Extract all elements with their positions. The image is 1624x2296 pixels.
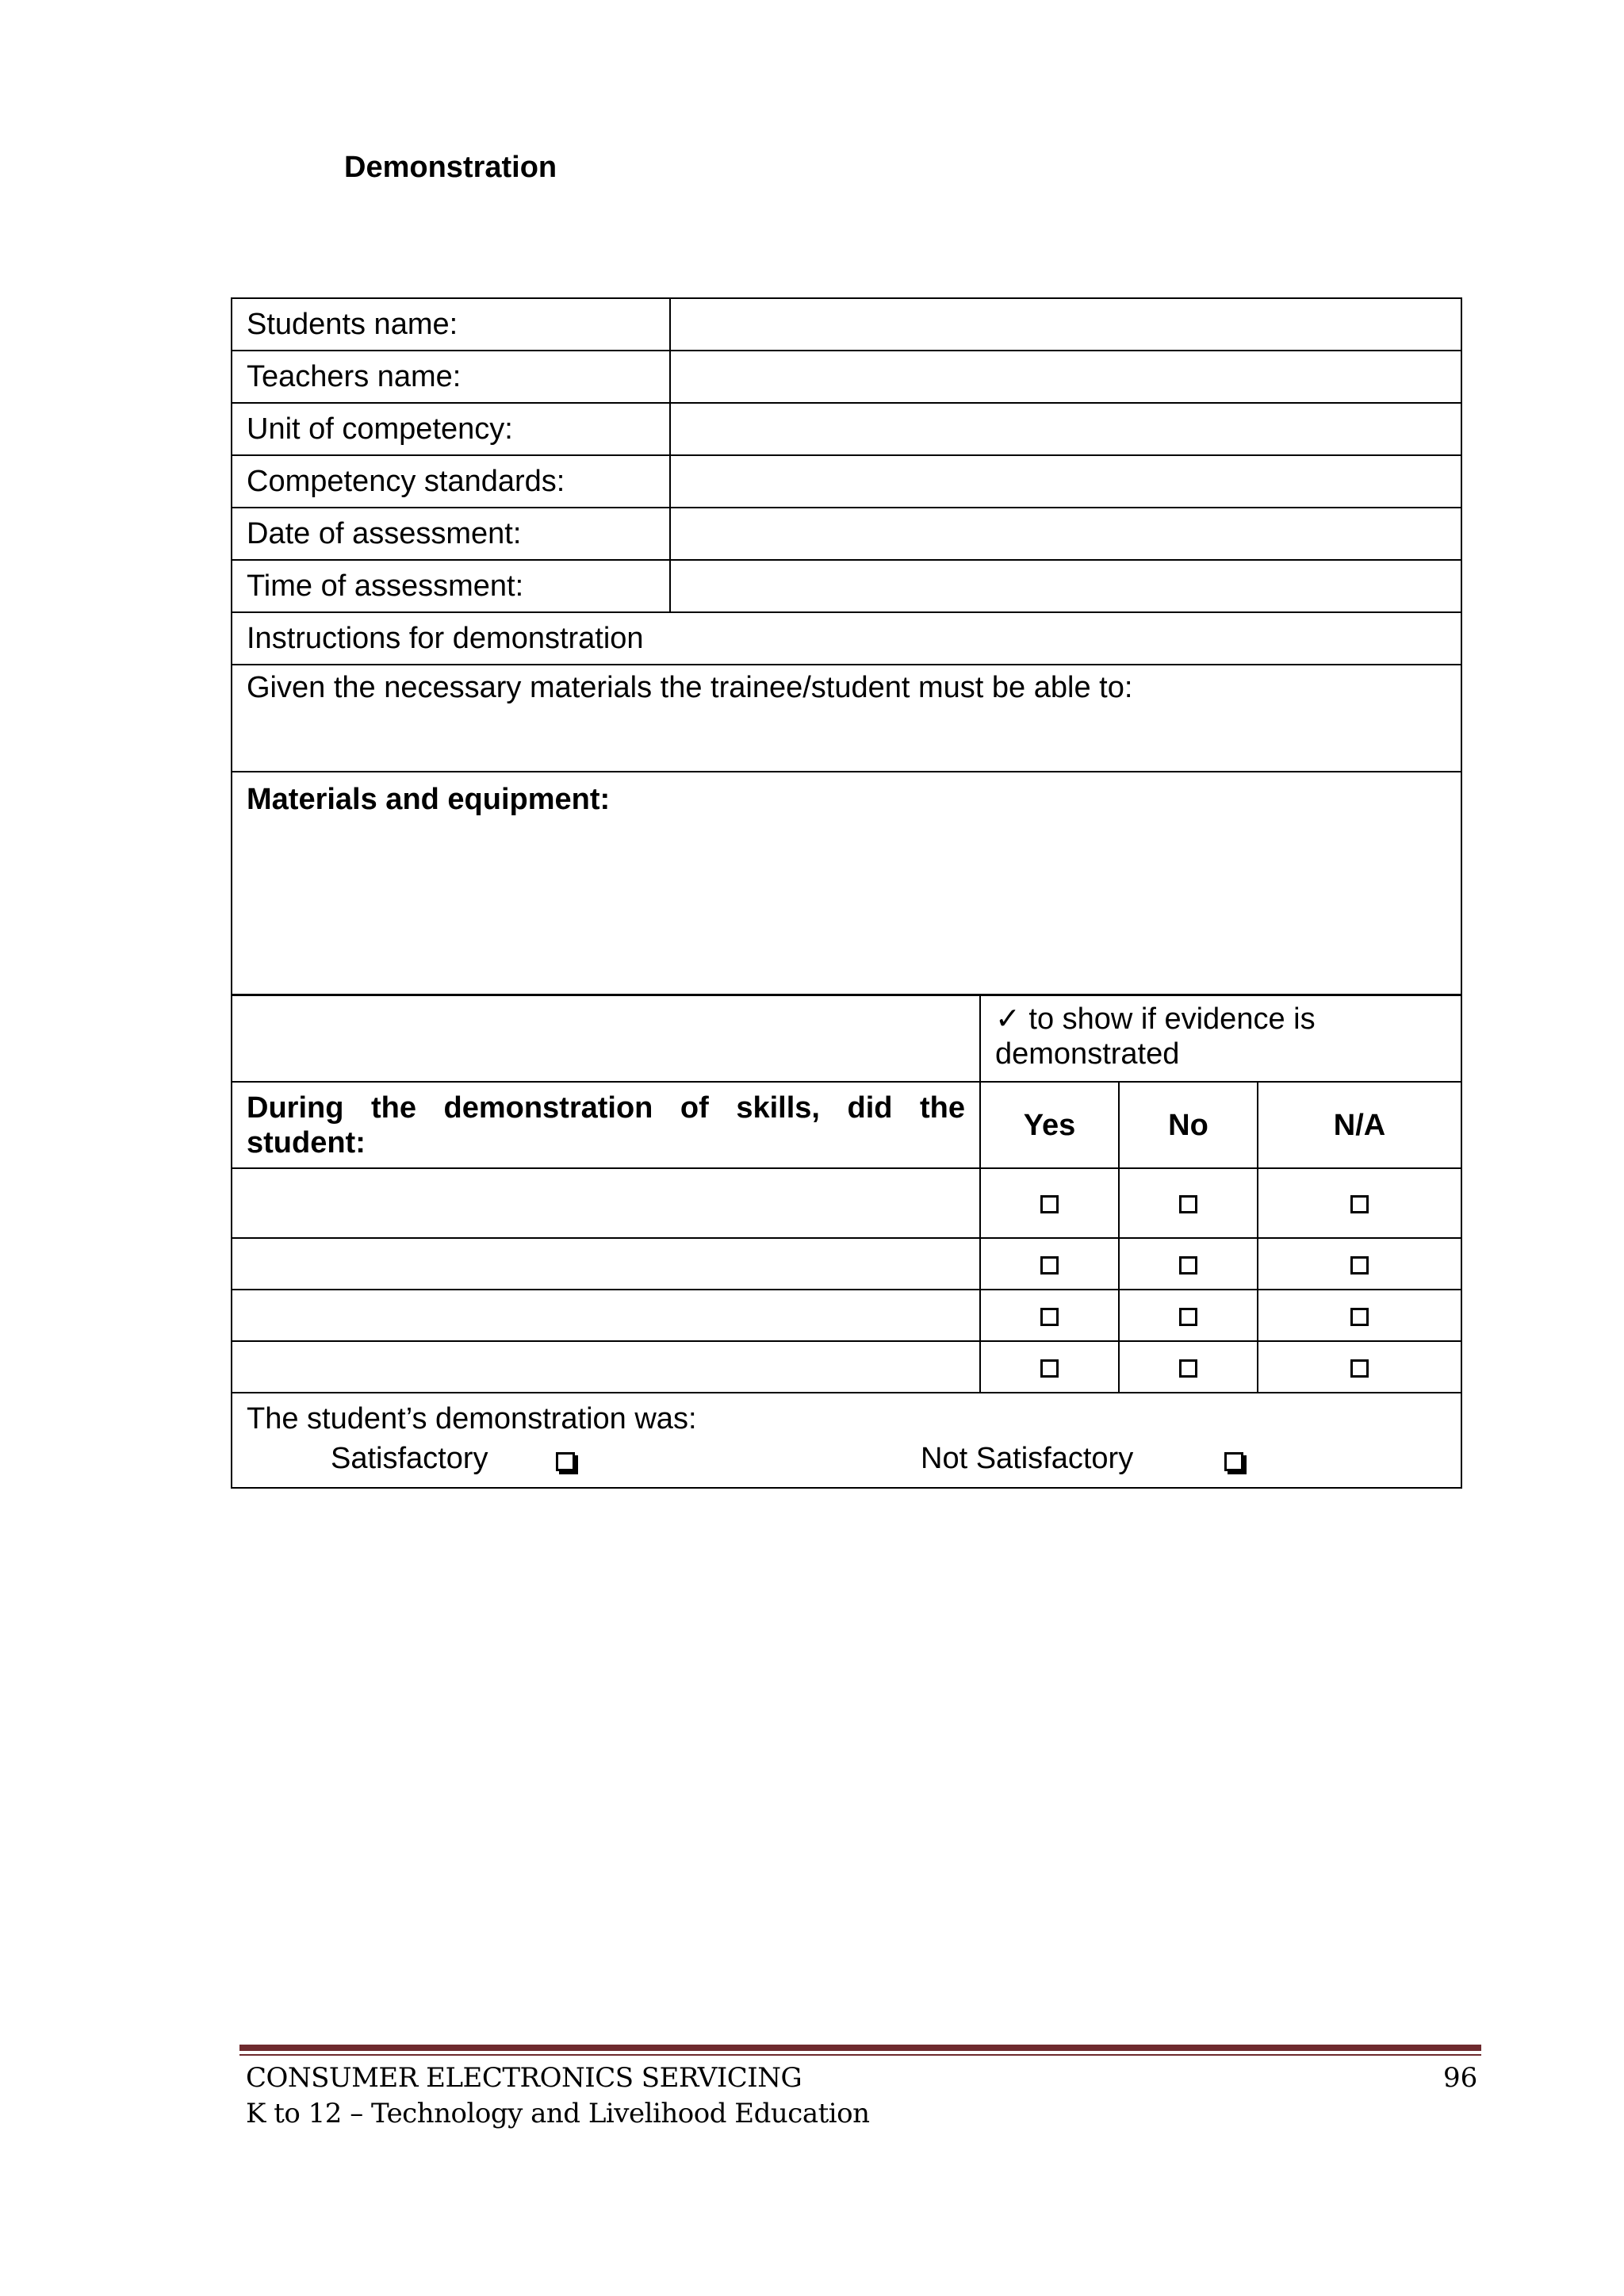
footer-program-title: K to 12 – Technology and Livelihood Education [246, 2098, 870, 2129]
info-label: Students name: [232, 298, 670, 351]
column-header-yes: Yes [980, 1082, 1119, 1168]
info-label: Unit of competency: [232, 403, 670, 455]
column-header-no: No [1119, 1082, 1258, 1168]
yes-checkbox-cell [980, 1341, 1119, 1393]
no-checkbox-cell [1119, 1168, 1258, 1238]
yes-checkbox-cell [980, 1238, 1119, 1290]
info-row-standards [232, 455, 1461, 508]
info-row-teacher [232, 351, 1461, 403]
checkbox-icon [556, 1452, 575, 1471]
checklist-row [232, 1290, 1461, 1341]
not-satisfactory-label: Not Satisfactory [921, 1442, 1134, 1475]
time-of-assessment-field[interactable] [670, 560, 1461, 612]
blank-cell [232, 995, 980, 1082]
na-checkbox[interactable] [1350, 1195, 1369, 1213]
footer-divider-thin [239, 2054, 1481, 2056]
no-checkbox-cell [1119, 1290, 1258, 1341]
checkbox-icon [1224, 1452, 1243, 1471]
yes-checkbox[interactable] [1040, 1359, 1059, 1378]
checklist-item[interactable] [232, 1290, 980, 1341]
yes-checkbox[interactable] [1040, 1195, 1059, 1213]
info-label: Competency standards: [232, 455, 670, 508]
footer-course-title: CONSUMER ELECTRONICS SERVICING [246, 2062, 802, 2094]
na-checkbox[interactable] [1350, 1256, 1369, 1274]
result-row [232, 1393, 1461, 1488]
info-row-student [232, 298, 1461, 351]
na-checkbox[interactable] [1350, 1308, 1369, 1326]
na-checkbox-cell [1258, 1168, 1461, 1238]
date-of-assessment-field[interactable] [670, 508, 1461, 560]
page-title: Demonstration [344, 151, 557, 184]
instructions-heading-row [232, 612, 1461, 665]
checklist-item[interactable] [232, 1168, 980, 1238]
yes-checkbox-cell [980, 1168, 1119, 1238]
checklist-row [232, 1238, 1461, 1290]
teacher-name-field[interactable] [670, 351, 1461, 403]
yes-checkbox-cell [980, 1290, 1119, 1341]
result-prompt: The student’s demonstration was: [247, 1402, 697, 1435]
instructions-text: Given the necessary materials the trainee/student must be able to: [232, 665, 1461, 772]
result-options [247, 1436, 1446, 1481]
no-checkbox[interactable] [1179, 1308, 1197, 1326]
no-checkbox-cell [1119, 1341, 1258, 1393]
student-name-field[interactable] [670, 298, 1461, 351]
unit-of-competency-field[interactable] [670, 403, 1461, 455]
evidence-checklist-table [231, 994, 1462, 1489]
na-checkbox[interactable] [1350, 1359, 1369, 1378]
instructions-heading: Instructions for demonstration [232, 612, 1461, 665]
info-row-time [232, 560, 1461, 612]
satisfactory-label: Satisfactory [331, 1442, 488, 1475]
no-checkbox-cell [1119, 1238, 1258, 1290]
checklist-question: During the demonstration of skills, did the student: [232, 1082, 980, 1168]
checklist-row [232, 1168, 1461, 1238]
info-row-date [232, 508, 1461, 560]
materials-heading: Materials and equipment: [232, 772, 1461, 995]
column-header-na: N/A [1258, 1082, 1461, 1168]
materials-row [232, 772, 1461, 995]
no-checkbox[interactable] [1179, 1195, 1197, 1213]
no-checkbox[interactable] [1179, 1359, 1197, 1378]
yes-checkbox[interactable] [1040, 1308, 1059, 1326]
info-label: Teachers name: [232, 351, 670, 403]
result-cell [232, 1393, 1461, 1488]
instructions-row [232, 665, 1461, 772]
info-row-unit [232, 403, 1461, 455]
yes-checkbox[interactable] [1040, 1256, 1059, 1274]
info-label: Date of assessment: [232, 508, 670, 560]
na-checkbox-cell [1258, 1341, 1461, 1393]
checklist-item[interactable] [232, 1341, 980, 1393]
assessment-info-table [231, 297, 1462, 996]
footer-divider [239, 2045, 1481, 2051]
evidence-note-row [232, 995, 1461, 1082]
info-label: Time of assessment: [232, 560, 670, 612]
checklist-row [232, 1341, 1461, 1393]
competency-standards-field[interactable] [670, 455, 1461, 508]
na-checkbox-cell [1258, 1238, 1461, 1290]
no-checkbox[interactable] [1179, 1256, 1197, 1274]
page-number: 96 [1443, 2062, 1478, 2094]
na-checkbox-cell [1258, 1290, 1461, 1341]
checklist-header-row [232, 1082, 1461, 1168]
checklist-item[interactable] [232, 1238, 980, 1290]
evidence-note: ✓ to show if evidence is demonstrated [980, 995, 1461, 1082]
